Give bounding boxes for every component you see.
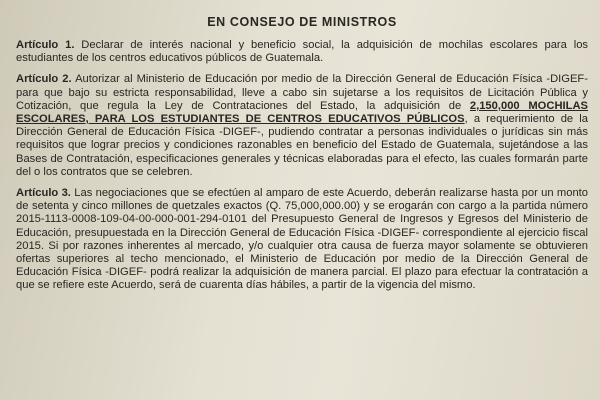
article-2-text-continued: , a requerimiento de la Dirección General de Educación Física -DIGEF-, pudiendo contratar a personas individuales o jurídicas sin más requisitos que lograr precios y condiciones razonables en beneficio del Estado de Guatemala, sujetándose a las Bases de Contratación, especificaciones generales y técnicas elaboradas para el efecto, las cuales formarán parte del o los contratos que se celebren.: [16, 113, 588, 178]
article-1-text: Declarar de interés nacional y beneficio social, la adquisición de mochilas escolares para los estudiantes de los centros educativos públicos de Guatemala.: [16, 39, 589, 65]
article-3-heading: Artículo 3.: [16, 187, 71, 200]
article-1: [16, 39, 588, 65]
document-title: EN CONSEJO DE MINISTROS: [207, 15, 397, 29]
article-2-heading: Artículo 2.: [16, 73, 72, 86]
article-3-text: Las negociaciones que se efectúen al amparo de este Acuerdo, deberán realizarse hasta por un monto de setenta y cinco millones de quetzales exactos (Q. 75,000,000.00) y se erogarán con cargo a la partida número 2015-1113-0008-109-04-00-000-001-294-0101 del Presupuesto General de Ingresos y Egresos del Ministerio de Educación, presupuestada en la Dirección General de Educación Física -DIGEF- correspondiente al ejercicio fiscal 2015. Si por razones inherentes al mercado, y/o cualquier otra causa de fuerza mayor solamente se obtuvieren ofertas superiores al techo mencionado, el Ministerio de Educación por medio de la Dirección General de Educación Física -DIGEF- podrá realizar la adquisición de manera parcial. El plazo para efectuar la contratación a que se refiere este Acuerdo, será de cuarenta días hábiles, a partir de la vigencia del mismo.: [16, 187, 589, 292]
article-2-emphasis: 2,150,000 MOCHILAS ESCOLARES, PARA LOS ESTUDIANTES DE CENTROS EDUCATIVOS PÚBLICOS: [16, 99, 589, 126]
article-3: [16, 187, 588, 293]
article-2: [16, 73, 588, 179]
article-2-text: Autorizar al Ministerio de Educación por medio de la Dirección General de Educación Física -DIGEF- para que bajo su estricta responsabilidad, lleve a cabo sin sujetarse a los requisitos de Licitación Pública y Cotización, que regula la Ley de Contrataciones del Estado, la adquisición de: [16, 73, 588, 112]
article-1-heading: Artículo 1.: [16, 39, 75, 51]
